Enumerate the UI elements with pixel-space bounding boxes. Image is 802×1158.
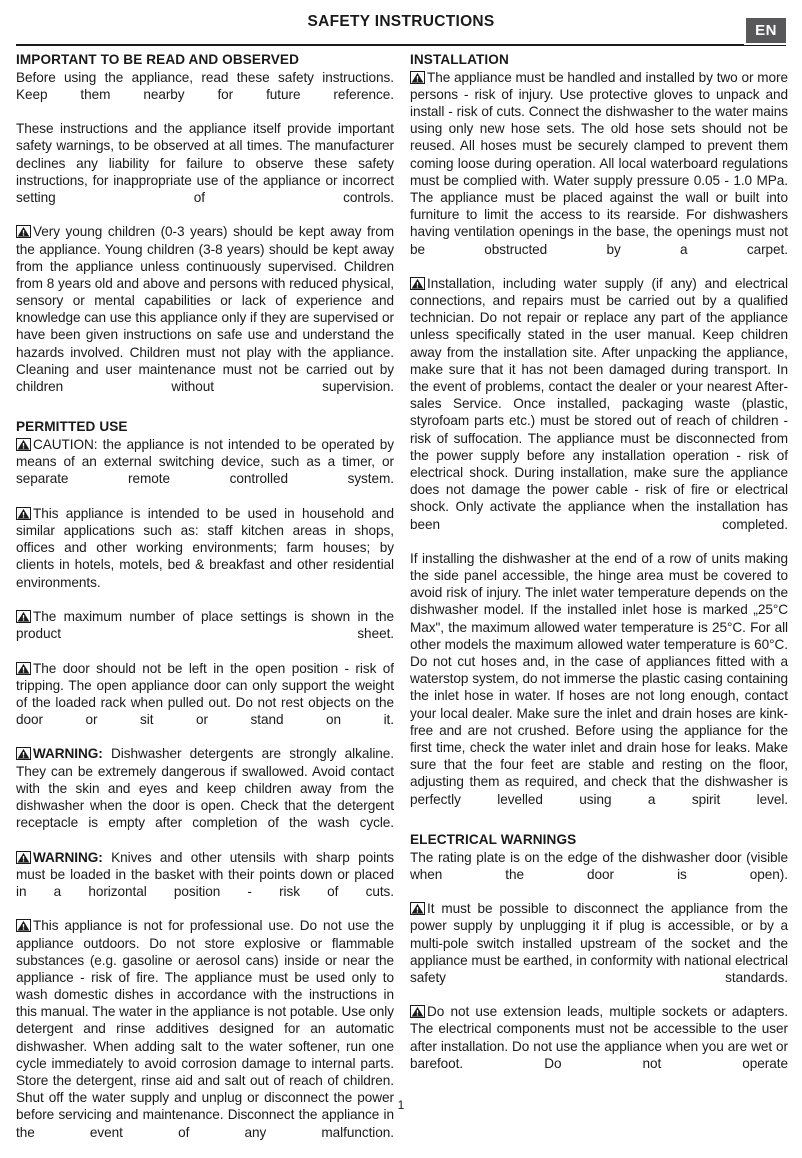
paragraph-text: It must be possible to disconnect the appliance from the power supply by unplugging it if plug is accessible, or by a multi-pole switch installed upstream of the socket and the appliance must be earthed, in conformity with national electrical safety standards. — [410, 901, 788, 985]
safety-paragraph — [16, 745, 394, 848]
section-heading: INSTALLATION — [410, 52, 509, 67]
page-title: SAFETY INSTRUCTIONS — [307, 13, 495, 30]
language-badge: EN — [746, 18, 786, 43]
paragraph-text: Very young children (0-3 years) should be kept away from the appliance. Young children (3-8 years) should be kept away from the appliance unless continuously supervised. Children from 8 years old and above and persons with reduced physical, sensory or mental capabilities or lack of experience and knowledge can use this appliance only if they are supervised or have been given instructions on safe use and understand the hazards involved. Children must not play with the appliance. Cleaning and user maintenance must not be carried out by children without supervision. — [16, 224, 394, 395]
safety-paragraph — [16, 69, 394, 121]
section-heading: PERMITTED USE — [16, 419, 128, 435]
warning-triangle-icon — [16, 851, 31, 864]
paragraph-text: CAUTION: the appliance is not intended to be operated by means of an external switching device, such as a timer, or separate remote controlled system. — [16, 437, 394, 487]
page-number: 1 — [397, 1098, 405, 1112]
safety-paragraph — [410, 550, 788, 825]
safety-paragraph — [410, 1003, 788, 1089]
warning-triangle-icon — [16, 438, 31, 451]
warning-label: WARNING: — [33, 849, 103, 865]
paragraph-text: Before using the appliance, read these safety instructions. Keep them nearby for future reference. — [16, 69, 394, 102]
paragraph-text: These instructions and the appliance itself provide important safety warnings, to be observed at all times. The manufacturer declines any liability for failure to observe these safety instructions, for inappropriate use of the appliance or incorrect setting of controls. — [16, 121, 394, 205]
warning-triangle-icon — [410, 1005, 425, 1018]
warning-triangle-icon — [16, 507, 31, 520]
paragraph-text: This appliance is intended to be used in household and similar applications such as: staff kitchen areas in shops, offices and other working environments; farm houses; by clients in hotels, motels, bed & breakfast and other residential environments. — [16, 505, 394, 590]
paragraph-text: Knives and other utensils with sharp points must be loaded in the basket with their points down or placed in a horizontal position - risk of cuts. — [16, 849, 395, 899]
safety-paragraph — [410, 900, 788, 1003]
left-column — [16, 51, 394, 1158]
safety-paragraph — [16, 505, 394, 608]
paragraph-text: The rating plate is on the edge of the dishwasher door (visible when the door is open). — [410, 849, 788, 882]
warning-triangle-icon — [16, 225, 31, 238]
safety-paragraph — [410, 69, 788, 275]
right-column — [410, 51, 788, 1158]
paragraph-text: Dishwasher detergents are strongly alkaline. They can be extremely dangerous if swallowed. Avoid contact with the skin and eyes and keep children away from the dishwasher when the door is open. Check that the detergent receptacle is empty after completion of the wash cycle. — [16, 746, 395, 831]
warning-triangle-icon — [410, 277, 425, 290]
safety-paragraph — [410, 849, 788, 901]
warning-triangle-icon — [410, 902, 425, 915]
safety-paragraph — [16, 223, 394, 412]
section-heading: IMPORTANT TO BE READ AND OBSERVED — [16, 52, 299, 67]
safety-paragraph — [16, 120, 394, 223]
page-header — [0, 0, 802, 44]
paragraph-text: If installing the dishwasher at the end of a row of units making the side panel accessible, the hinge area must be covered to avoid risk of injury. The inlet water temperature depends on the dishwasher model. If the installed inlet hose is marked „25°C Max", the maximum allowed water temperature is 25°C. For all other models the maximum allowed water temperature is 60°C. Do not cut hoses and, in the case of appliances fitted with a waterstop system, do not immerse the plastic casing containing the inlet hose in water. If hoses are not long enough, contact your local dealer. Make sure the inlet and drain hoses are kink-free and are not crushed. Before using the appliance for the first time, check the water inlet and drain hose for leaks. Make sure that the four feet are stable and resting on the floor, adjusting them as required, and check that the dishwasher is perfectly levelled using a spirit level. — [410, 550, 788, 807]
warning-triangle-icon — [16, 919, 31, 932]
warning-triangle-icon — [16, 610, 31, 623]
paragraph-text: The door should not be left in the open position - risk of tripping. The open appliance door can only support the weight of the loaded rack when pulled out. Do not rest objects on the door or sit or stand on it. — [16, 660, 394, 728]
warning-label: WARNING: — [33, 746, 103, 762]
section-heading: ELECTRICAL WARNINGS — [410, 831, 577, 847]
paragraph-text: The appliance must be handled and installed by two or more persons - risk of injury. Use protective gloves to unpack and install - risk of cuts. Connect the dishwasher to the water mains using only new hose sets. The old hose sets should not be reused. All hoses must be securely clamped to prevent them coming loose during operation. All local waterboard regulations must be complied with. Water supply pressure 0.05 - 1.0 MPa. The appliance must be placed against the wall or built into furniture to limit the access to its rearside. For dishwashers having ventilation openings in the base, the openings must not be obstructed by a carpet. — [410, 69, 788, 257]
safety-paragraph — [16, 849, 394, 918]
paragraph-text: Installation, including water supply (if any) and electrical connections, and repairs must be carried out by a qualified technician. Do not repair or replace any part of the appliance unless specifically stated in the user manual. Keep children away from the installation site. After unpacking the appliance, make sure that it has not been damaged during transport. In the event of problems, contact the dealer or your nearest After-sales Service. Once installed, packaging waste (plastic, styrofoam parts etc.) must be stored out of reach of children - risk of suffocation. The appliance must be disconnected from the power supply before any installation operation - risk of electrical shock. During installation, make sure the appliance does not damage the power cable - risk of fire or electrical shock. Only activate the appliance when the installation has been completed. — [410, 275, 788, 532]
paragraph-text: This appliance is not for professional use. Do not use the appliance outdoors. Do not store explosive or flammable substances (e.g. gasoline or aerosol cans) inside or near the appliance - risk of fire. The appliance must be used only to wash domestic dishes in accordance with the instructions in this manual. The water in the appliance is not potable. Use only detergent and rinse additives designed for an automatic dishwasher. When adding salt to the water softener, run one cycle immediately to avoid corrosion damage to internal parts. Store the detergent, rinse aid and salt out of reach of children. Shut off the water supply and unplug or disconnect the power before servicing and maintenance. Disconnect the appliance in the event of any malfunction. — [16, 918, 394, 1140]
safety-paragraph — [16, 917, 394, 1158]
paragraph-text: Do not use extension leads, multiple sockets or adapters. The electrical components must not be accessible to the user after installation. Do not use the appliance when you are wet or barefoot. Do not operate — [410, 1004, 788, 1071]
warning-triangle-icon — [16, 662, 31, 675]
safety-paragraph — [16, 436, 394, 505]
page-footer — [0, 1098, 802, 1112]
safety-paragraph — [410, 275, 788, 550]
content-columns — [0, 46, 802, 1158]
safety-paragraph — [16, 660, 394, 746]
warning-triangle-icon — [16, 747, 31, 760]
paragraph-text: The maximum number of place settings is shown in the product sheet. — [16, 608, 394, 642]
safety-paragraph — [16, 608, 394, 660]
warning-triangle-icon — [410, 71, 425, 84]
